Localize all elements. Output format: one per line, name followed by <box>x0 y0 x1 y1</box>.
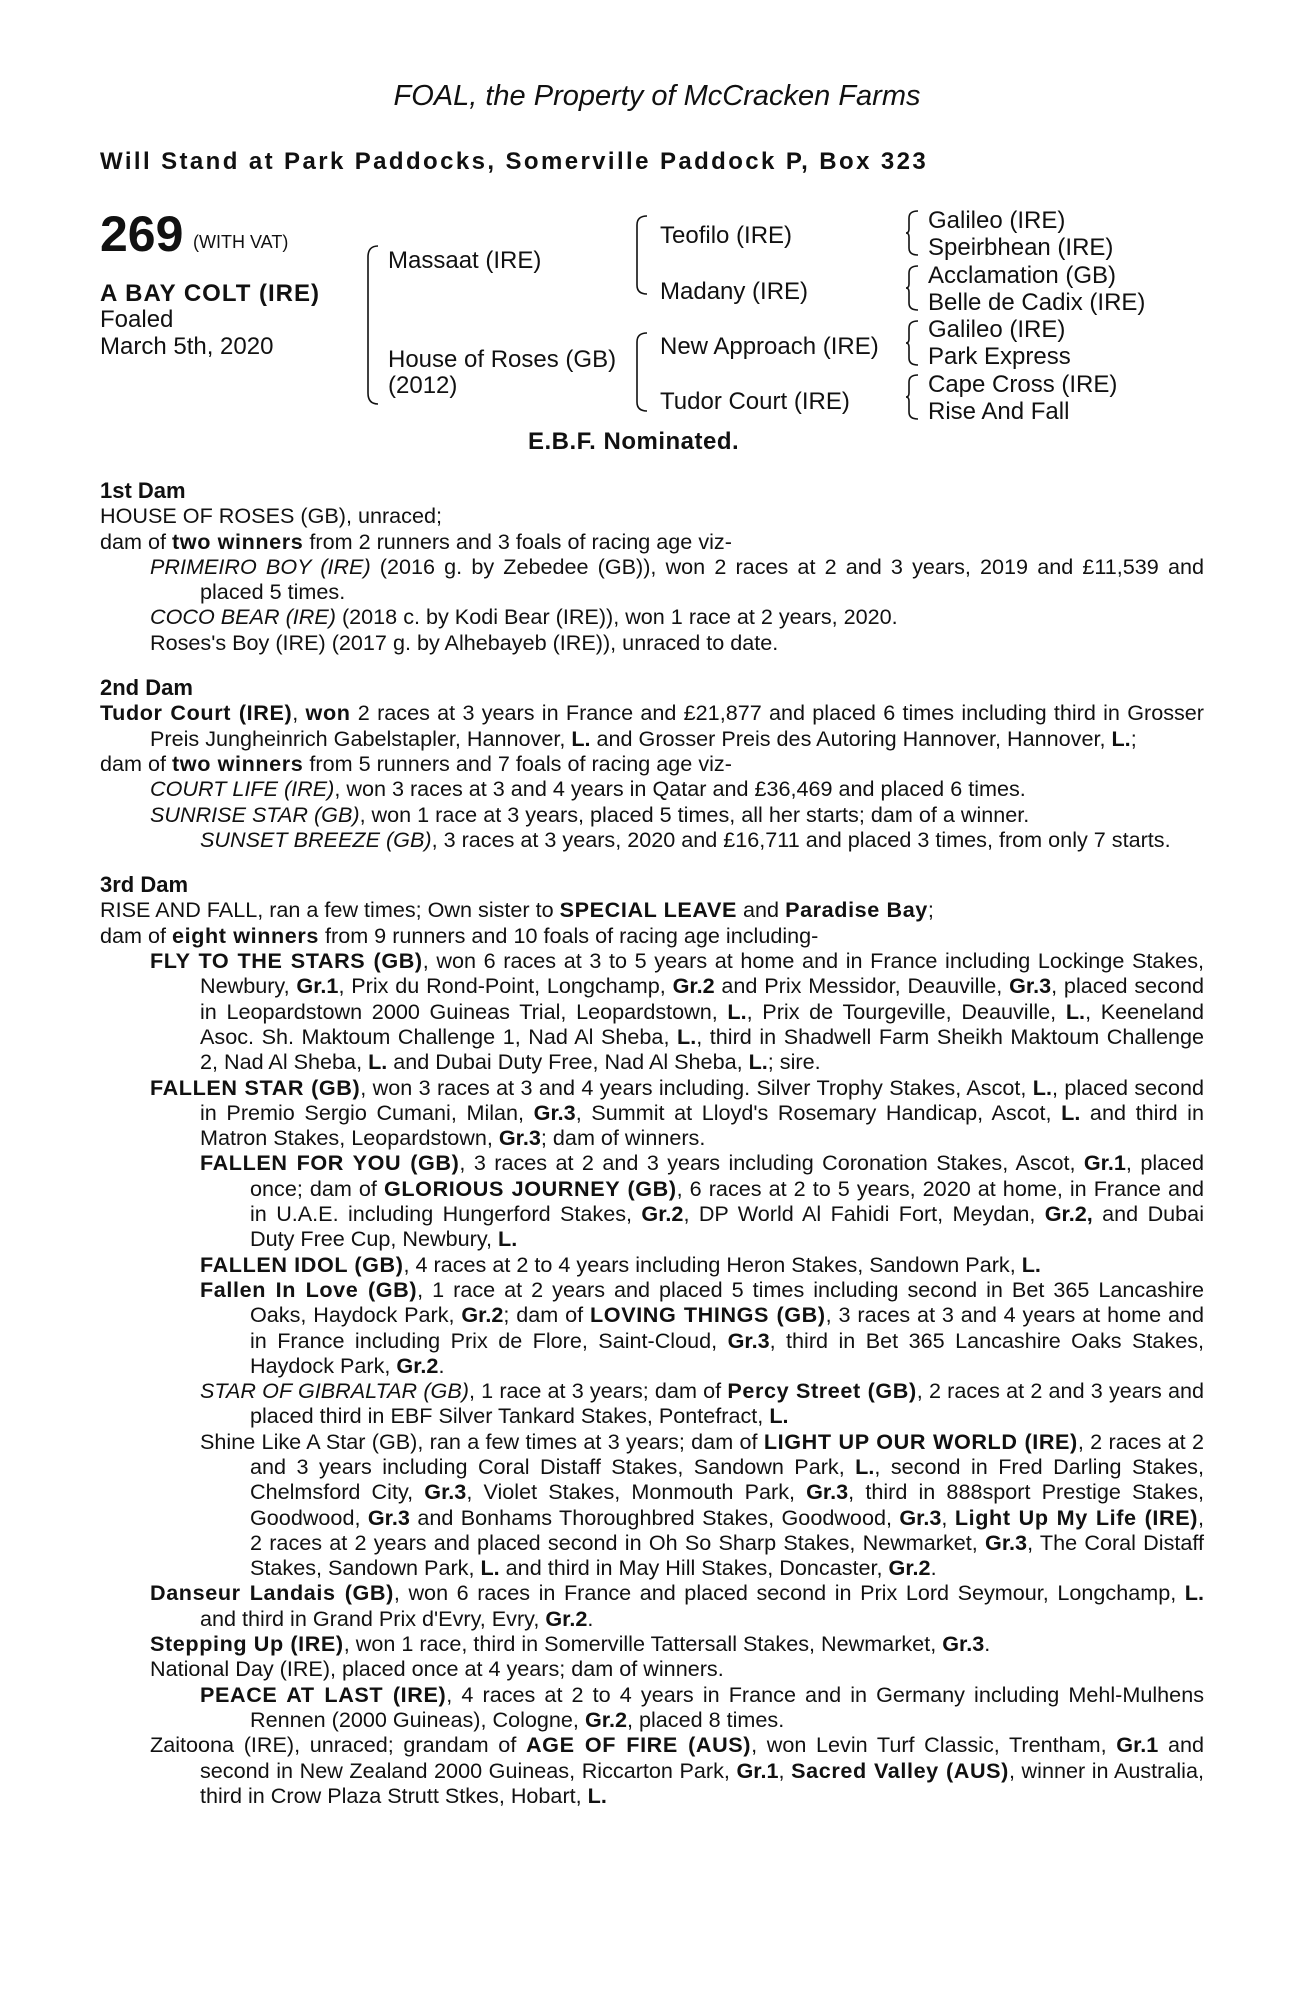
second-dam-offspring-1: COURT LIFE (IRE), won 3 races at 3 and 4 years in Qatar and £36,469 and placed 6 times. <box>150 776 1026 802</box>
third-dam-offspring-zaitoona: Zaitoona (IRE), unraced; grandam of AGE OF FIRE (AUS), won Levin Turf Classic, Trentham, Gr.1 and second in New Zealand 2000 Guineas, Riccarton Park, Gr.1, Sacred Valley (AUS), winner in Australia, third in Crow Plaza Strutt Stkes, Hobart, L. <box>150 1732 1205 1808</box>
pedigree-sire-dam: Madany (IRE) <box>660 278 809 305</box>
pedigree-g4-3: Acclamation (GB) <box>928 262 1117 289</box>
pedigree-bracket-g4-3 <box>906 320 920 366</box>
second-dam-grandoffspring-1: SUNSET BREEZE (GB), 3 races at 3 years, 2020 and £16,711 and placed 3 times, from only 7 starts. <box>200 826 1171 852</box>
pedigree-sire: Massaat (IRE) <box>388 247 542 274</box>
pedigree-dam-year: (2012) <box>388 372 458 399</box>
pedigree-sire-sire: Teofilo (IRE) <box>660 222 793 249</box>
first-dam-offspring-3: Roses's Boy (IRE) (2017 g. by Alhebayeb (IRE)), unraced to date. <box>150 629 779 655</box>
first-dam-heading: 1st Dam <box>100 478 186 503</box>
grandoffspring-shine-like-a-star: Shine Like A Star (GB), ran a few times at 3 years; dam of LIGHT UP OUR WORLD (IRE), 2 races at 2 and 3 years including Coral Distaff Stakes, Sandown Park, L., second in Fred Darling Stakes, Chelmsford City, Gr.3, Violet Stakes, Monmouth Park, Gr.3, third in 888sport Prestige Stakes, Goodwood, Gr.3 and Bonhams Thoroughbred Stakes, Goodwood, Gr.3, Light Up My Life (IRE), 2 races at 2 years and placed second in Oh So Sharp Stakes, Newmarket, Gr.3, The Coral Distaff Stakes, Sandown Park, L. and third in May Hill Stakes, Doncaster, Gr.2. <box>200 1428 1205 1581</box>
produce-record <box>100 478 1204 1808</box>
page-title: FOAL, the Property of McCracken Farms <box>393 80 921 112</box>
third-dam-summary: RISE AND FALL, ran a few times; Own sister to SPECIAL LEAVE and Paradise Bay; <box>100 897 934 923</box>
second-dam-offspring-2: SUNRISE STAR (GB), won 1 race at 3 years, placed 5 times, all her starts; dam of a winner. <box>150 801 1030 827</box>
pedigree-dam-dam: Tudor Court (IRE) <box>660 388 850 415</box>
pedigree-bracket-sire <box>635 215 649 295</box>
grandoffspring-peace-at-last: PEACE AT LAST (IRE), 4 races at 2 to 4 years in France and in Germany including Mehl-Mulhens Rennen (2000 Guineas), Cologne, Gr.2, placed 8 times. <box>200 1681 1204 1732</box>
pedigree-bracket-main <box>366 245 380 405</box>
pedigree-bracket-g4-4 <box>906 374 920 420</box>
third-dam-heading: 3rd Dam <box>100 872 189 898</box>
third-dam-offspring-fly-to-the-stars: FLY TO THE STARS (GB), won 6 races at 3 to 5 years at home and in France including Lockinge Stakes, Newbury, Gr.1, Prix du Rond-Point, Longchamp, Gr.2 and Prix Messidor, Deauville, Gr.3, placed second in Leopardstown 2000 Guineas Trial, Leopardstown, L., Prix de Tourgeville, Deauville, L., Keeneland Asoc. Sh. Maktoum Challenge 1, Nad Al Sheba, L., third in Shadwell Farm Sheikh Maktoum Challenge 2, Nad Al Sheba, L. and Dubai Duty Free, Nad Al Sheba, L.; sire. <box>150 948 1205 1075</box>
pedigree-bracket-g4-2 <box>906 265 920 311</box>
first-dam-summary: HOUSE OF ROSES (GB), unraced; <box>100 503 442 529</box>
pedigree-g4-5: Galileo (IRE) <box>928 316 1066 343</box>
pedigree-g4-8: Rise And Fall <box>928 398 1070 425</box>
ebf-nominated: E.B.F. Nominated. <box>528 428 740 455</box>
pedigree-dam: House of Roses (GB) <box>388 346 617 373</box>
first-dam-offspring-1: PRIMEIRO BOY (IRE) (2016 g. by Zebedee (GB)), won 2 races at 2 and 3 years, 2019 and £11,539 and placed 5 times. <box>150 553 1204 605</box>
first-dam-produce-count: dam of two winners from 2 runners and 3 foals of racing age viz- <box>100 528 732 554</box>
foaled-label: Foaled <box>100 306 174 333</box>
lot-description: A BAY COLT (IRE) <box>100 280 321 307</box>
pedigree-g4-6: Park Express <box>928 343 1071 370</box>
first-dam-offspring-2: COCO BEAR (IRE) (2018 c. by Kodi Bear (IRE)), won 1 race at 2 years, 2020. <box>150 604 898 630</box>
second-dam-heading: 2nd Dam <box>100 675 193 701</box>
grandoffspring-fallen-for-you: FALLEN FOR YOU (GB), 3 races at 2 and 3 years including Coronation Stakes, Ascot, Gr.1, placed once; dam of GLORIOUS JOURNEY (GB), 6 races at 2 to 5 years, 2020 at home, in France and in U.A.E. including Hungerford Stakes, Gr.2, DP World Al Fahidi Fort, Meydan, Gr.2, and Dubai Duty Free Cup, Newbury, L. <box>200 1150 1205 1252</box>
pedigree-g4-1: Galileo (IRE) <box>928 207 1066 234</box>
grandoffspring-fallen-in-love: Fallen In Love (GB), 1 race at 2 years and placed 5 times including second in Bet 365 Lancashire Oaks, Haydock Park, Gr.2; dam of LOVING THINGS (GB), 3 races at 3 and 4 years at home and in France including Prix de Flore, Saint-Cloud, Gr.3, third in Bet 365 Lancashire Oaks Stakes, Haydock Park, Gr.2. <box>200 1276 1204 1378</box>
second-dam-produce-count: dam of two winners from 5 runners and 7 foals of racing age viz- <box>100 750 732 776</box>
pedigree-bracket-g4-1 <box>906 210 920 256</box>
pedigree-g4-4: Belle de Cadix (IRE) <box>928 289 1146 316</box>
vat-note: (WITH VAT) <box>193 232 289 252</box>
pedigree-g4-7: Cape Cross (IRE) <box>928 371 1118 398</box>
grandoffspring-fallen-idol: FALLEN IDOL (GB), 4 races at 2 to 4 years including Heron Stakes, Sandown Park, L. <box>200 1251 1041 1277</box>
foaled-date: March 5th, 2020 <box>100 333 274 360</box>
third-dam-produce-count: dam of eight winners from 9 runners and 10 foals of racing age including- <box>100 922 819 948</box>
third-dam-offspring-fallen-star: FALLEN STAR (GB), won 3 races at 3 and 4 years including. Silver Trophy Stakes, Ascot, L., placed second in Premio Sergio Cumani, Milan, Gr.3, Summit at Lloyd's Rosemary Handicap, Ascot, L. and third in Matron Stakes, Leopardstown, Gr.3; dam of winners. <box>150 1074 1204 1151</box>
second-dam-record: Tudor Court (IRE), won 2 races at 3 years in France and £21,877 and placed 6 times including third in Grosser Preis Jungheinrich Gabelstapler, Hannover, L. and Grosser Preis des Autoring Hannover, Hannover, L.; <box>100 700 1205 751</box>
pedigree-bracket-dam <box>635 332 649 412</box>
third-dam-offspring-stepping-up: Stepping Up (IRE), won 1 race, third in Somerville Tattersall Stakes, Newmarket, Gr.3. <box>150 1631 991 1657</box>
third-dam-offspring-danseur-landais: Danseur Landais (GB), won 6 races in France and placed second in Prix Lord Seymour, Longchamp, L. and third in Grand Prix d'Evry, Evry, Gr.2. <box>150 1580 1204 1631</box>
grandoffspring-star-of-gibraltar: STAR OF GIBRALTAR (GB), 1 race at 3 years; dam of Percy Street (GB), 2 races at 2 and 3 years and placed third in EBF Silver Tankard Stakes, Pontefract, L. <box>200 1378 1204 1429</box>
pedigree-dam-sire: New Approach (IRE) <box>660 333 879 360</box>
lot-number: 269 <box>100 206 184 262</box>
stand-location: Will Stand at Park Paddocks, Somerville Paddock P, Box 323 <box>100 148 929 175</box>
third-dam-offspring-national-day: National Day (IRE), placed once at 4 years; dam of winners. <box>150 1656 724 1682</box>
pedigree-g4-2: Speirbhean (IRE) <box>928 234 1114 261</box>
